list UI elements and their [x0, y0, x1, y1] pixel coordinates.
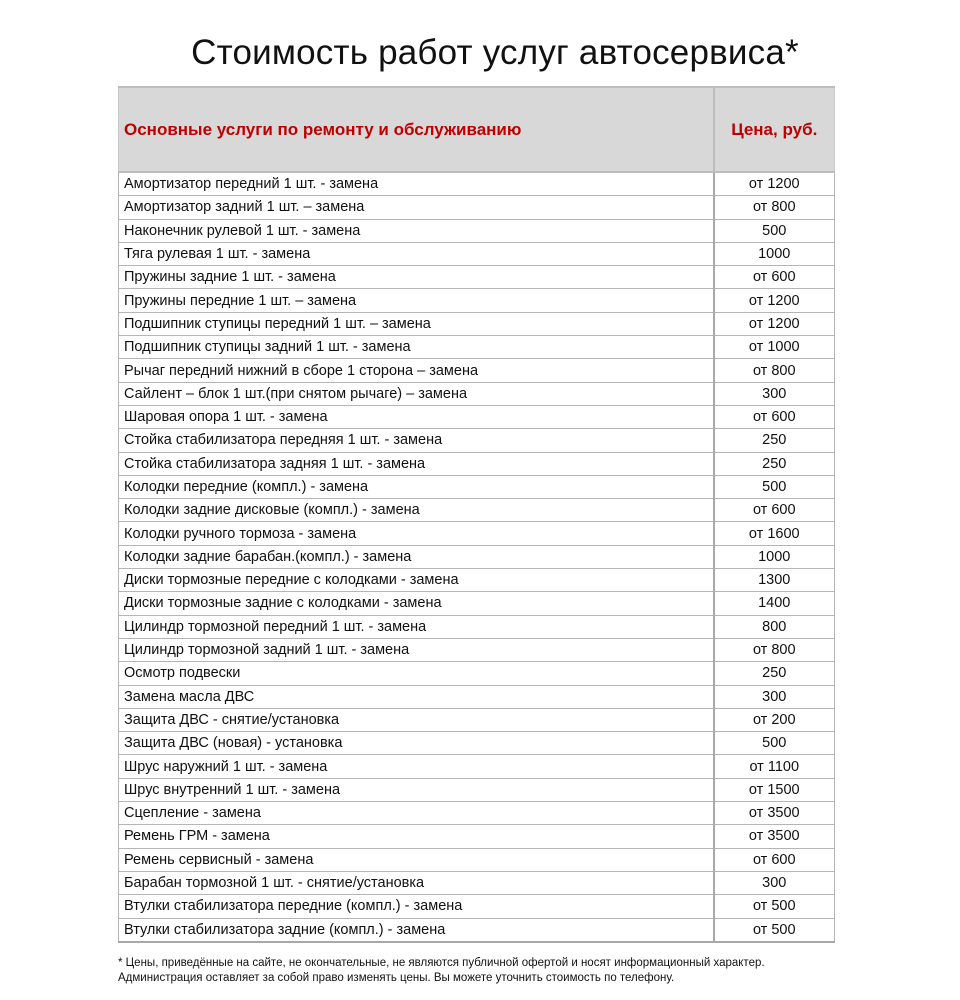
- table-header-row: [119, 87, 835, 172]
- service-cell: Шрус внутренний 1 шт. - замена: [119, 778, 714, 801]
- service-cell: Защита ДВС - снятие/установка: [119, 708, 714, 731]
- service-cell: Тяга рулевая 1 шт. - замена: [119, 242, 714, 265]
- service-cell: Цилиндр тормозной передний 1 шт. - замена: [119, 615, 714, 638]
- service-cell: Втулки стабилизатора передние (компл.) - замена: [119, 895, 714, 918]
- service-cell: Осмотр подвески: [119, 662, 714, 685]
- price-cell: 250: [714, 452, 835, 475]
- price-cell: от 800: [714, 638, 835, 661]
- price-cell: 1000: [714, 545, 835, 568]
- service-cell: Колодки ручного тормоза - замена: [119, 522, 714, 545]
- table-row: [119, 825, 835, 848]
- price-cell: от 1200: [714, 312, 835, 335]
- price-cell: 1000: [714, 242, 835, 265]
- footnote-line-1: * Цены, приведённые на сайте, не окончательные, не являются публичной офертой и носят информационный характер.: [118, 957, 765, 969]
- service-cell: Шрус наружний 1 шт. - замена: [119, 755, 714, 778]
- price-cell: 500: [714, 219, 835, 242]
- table-row: [119, 359, 835, 382]
- table-row: [119, 522, 835, 545]
- table-row: [119, 592, 835, 615]
- service-cell: Стойка стабилизатора передняя 1 шт. - замена: [119, 429, 714, 452]
- price-cell: от 3500: [714, 825, 835, 848]
- table-row: [119, 499, 835, 522]
- service-cell: Наконечник рулевой 1 шт. - замена: [119, 219, 714, 242]
- price-table: [118, 86, 835, 943]
- service-cell: Цилиндр тормозной задний 1 шт. - замена: [119, 638, 714, 661]
- price-cell: 500: [714, 732, 835, 755]
- service-cell: Втулки стабилизатора задние (компл.) - замена: [119, 918, 714, 942]
- table-row: [119, 615, 835, 638]
- table-row: [119, 289, 835, 312]
- service-cell: Колодки передние (компл.) - замена: [119, 475, 714, 498]
- service-cell: Барабан тормозной 1 шт. - снятие/установка: [119, 871, 714, 894]
- price-cell: от 500: [714, 895, 835, 918]
- price-cell: от 600: [714, 405, 835, 428]
- service-cell: Стойка стабилизатора задняя 1 шт. - замена: [119, 452, 714, 475]
- table-row: [119, 778, 835, 801]
- service-cell: Диски тормозные передние с колодками - замена: [119, 569, 714, 592]
- service-cell: Ремень сервисный - замена: [119, 848, 714, 871]
- service-cell: Диски тормозные задние с колодками - замена: [119, 592, 714, 615]
- price-cell: от 3500: [714, 802, 835, 825]
- price-cell: от 1100: [714, 755, 835, 778]
- price-cell: от 1000: [714, 336, 835, 359]
- table-row: [119, 242, 835, 265]
- header-service: Основные услуги по ремонту и обслуживанию: [119, 87, 714, 172]
- table-row: [119, 708, 835, 731]
- price-cell: 300: [714, 871, 835, 894]
- table-row: [119, 871, 835, 894]
- price-cell: от 200: [714, 708, 835, 731]
- table-row: [119, 452, 835, 475]
- price-cell: 800: [714, 615, 835, 638]
- table-row: [119, 382, 835, 405]
- table-row: [119, 545, 835, 568]
- price-cell: от 800: [714, 359, 835, 382]
- footnote: [118, 956, 878, 986]
- service-cell: Пружины задние 1 шт. - замена: [119, 266, 714, 289]
- table-row: [119, 219, 835, 242]
- service-cell: Замена масла ДВС: [119, 685, 714, 708]
- footnote-line-2: Администрация оставляет за собой право изменять цены. Вы можете уточнить стоимость по телефону.: [118, 972, 675, 984]
- table-row: [119, 895, 835, 918]
- service-cell: Подшипник ступицы передний 1 шт. – замена: [119, 312, 714, 335]
- table-row: [119, 685, 835, 708]
- service-cell: Колодки задние дисковые (компл.) - замена: [119, 499, 714, 522]
- price-cell: 500: [714, 475, 835, 498]
- header-price: Цена, руб.: [714, 87, 835, 172]
- price-cell: от 1200: [714, 172, 835, 196]
- service-cell: Подшипник ступицы задний 1 шт. - замена: [119, 336, 714, 359]
- service-cell: Рычаг передний нижний в сборе 1 сторона – замена: [119, 359, 714, 382]
- table-row: [119, 569, 835, 592]
- price-cell: от 600: [714, 499, 835, 522]
- table-row: [119, 405, 835, 428]
- service-cell: Амортизатор задний 1 шт. – замена: [119, 196, 714, 219]
- price-cell: от 1500: [714, 778, 835, 801]
- service-cell: Пружины передние 1 шт. – замена: [119, 289, 714, 312]
- table-row: [119, 429, 835, 452]
- table-row: [119, 848, 835, 871]
- price-cell: 300: [714, 382, 835, 405]
- table-row: [119, 475, 835, 498]
- table-row: [119, 266, 835, 289]
- price-cell: от 1600: [714, 522, 835, 545]
- price-cell: от 500: [714, 918, 835, 942]
- table-row: [119, 732, 835, 755]
- table-row: [119, 918, 835, 942]
- service-cell: Защита ДВС (новая) - установка: [119, 732, 714, 755]
- table-row: [119, 196, 835, 219]
- service-cell: Сцепление - замена: [119, 802, 714, 825]
- price-cell: 300: [714, 685, 835, 708]
- price-cell: от 600: [714, 848, 835, 871]
- price-cell: от 800: [714, 196, 835, 219]
- table-row: [119, 662, 835, 685]
- price-cell: 1400: [714, 592, 835, 615]
- service-cell: Колодки задние барабан.(компл.) - замена: [119, 545, 714, 568]
- price-cell: 250: [714, 429, 835, 452]
- table-row: [119, 755, 835, 778]
- table-row: [119, 802, 835, 825]
- table-row: [119, 312, 835, 335]
- page-title: Стоимость работ услуг автосервиса*: [191, 33, 799, 73]
- service-cell: Сайлент – блок 1 шт.(при снятом рычаге) – замена: [119, 382, 714, 405]
- price-cell: от 1200: [714, 289, 835, 312]
- table-row: [119, 336, 835, 359]
- service-cell: Ремень ГРМ - замена: [119, 825, 714, 848]
- price-cell: 1300: [714, 569, 835, 592]
- table-row: [119, 172, 835, 196]
- service-cell: Шаровая опора 1 шт. - замена: [119, 405, 714, 428]
- price-cell: от 600: [714, 266, 835, 289]
- price-cell: 250: [714, 662, 835, 685]
- service-cell: Амортизатор передний 1 шт. - замена: [119, 172, 714, 196]
- table-body: [119, 172, 835, 942]
- table-row: [119, 638, 835, 661]
